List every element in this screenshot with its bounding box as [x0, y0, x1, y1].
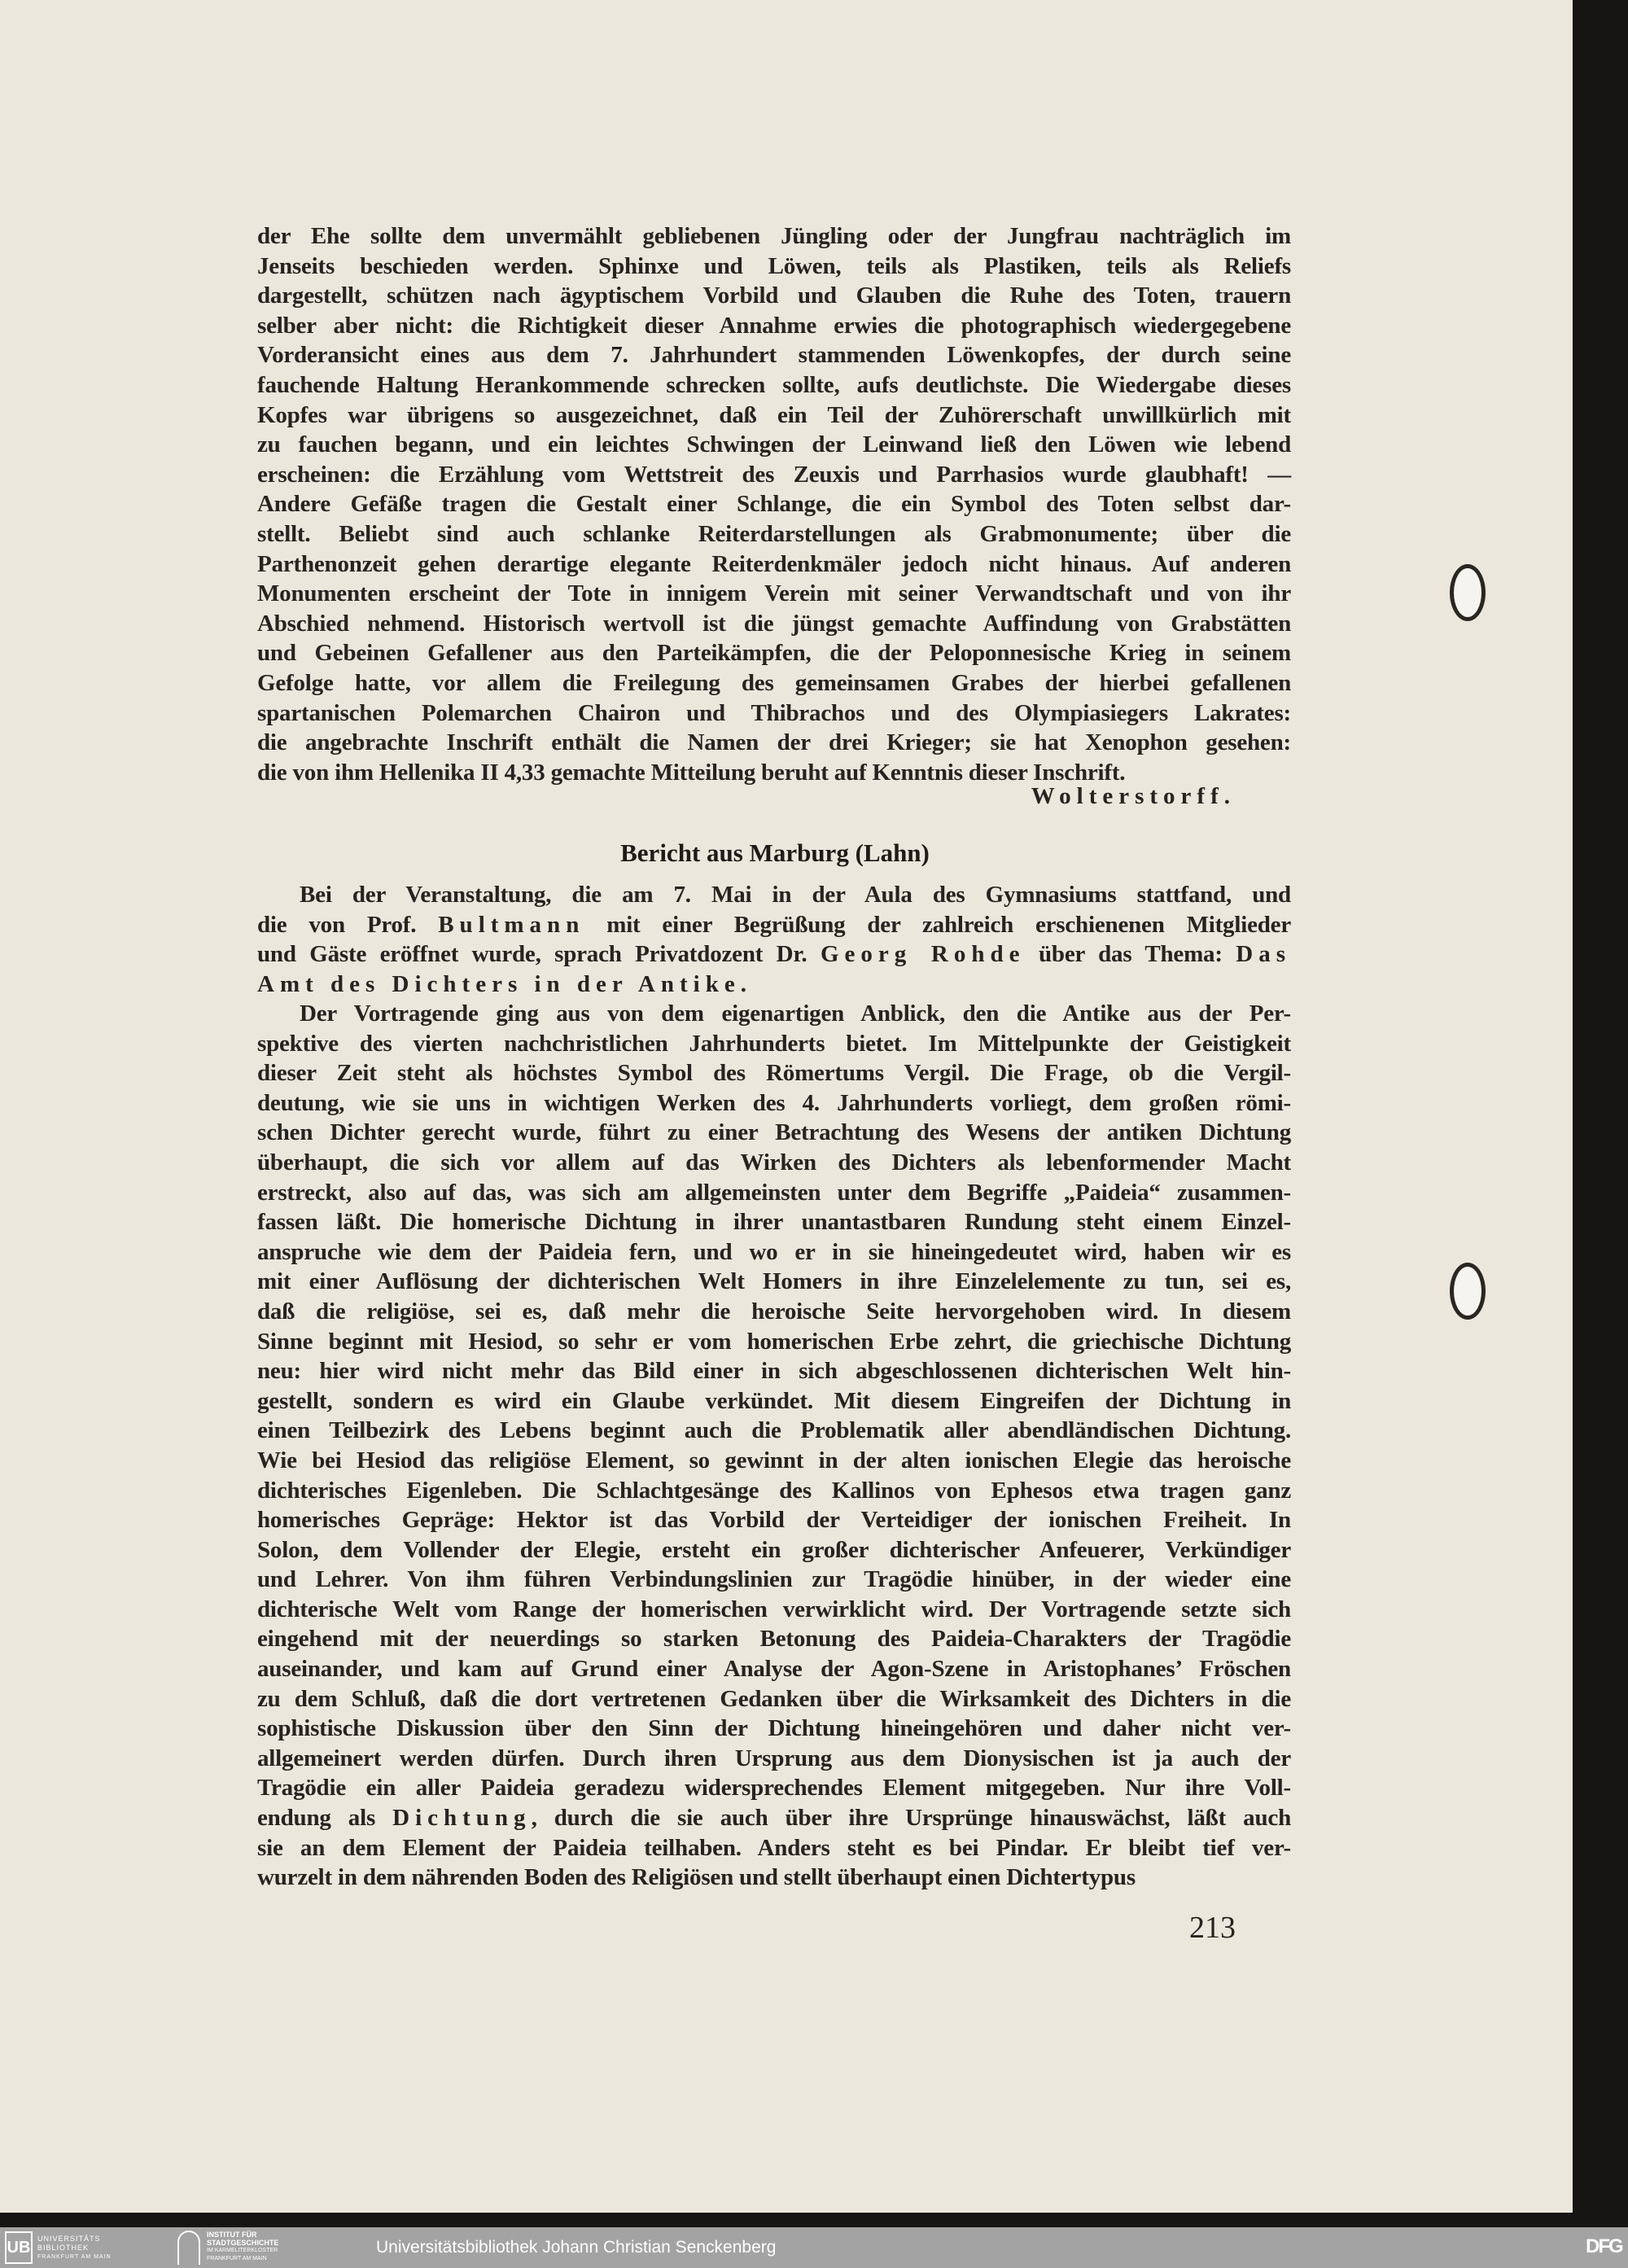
- text-segment: die von Prof.: [257, 911, 439, 938]
- text-segment: und Gäste eröffnet wurde, sprach Privatdozent Dr.: [257, 941, 821, 968]
- text-segment: und Lehrer. Von ihm führen Verbindungslinien zur Tragödie hinüber, in der wieder eine: [257, 1566, 1291, 1593]
- text-segment: über das Thema:: [1025, 941, 1236, 968]
- text-line: [257, 1773, 1291, 1803]
- text-segment: endung als: [257, 1805, 393, 1832]
- text-line: [257, 1088, 1291, 1119]
- text-segment: anspruche wie dem der Paideia fern, und wo er in sie hineingedeutet wird, haben wir es: [257, 1238, 1291, 1265]
- text-line: [257, 1237, 1291, 1268]
- text-line: [257, 1118, 1291, 1148]
- text-line: [257, 1624, 1291, 1654]
- text-line: [257, 1297, 1291, 1327]
- text-line: stellt. Beliebt sind auch schlanke Reiterdarstellungen als Grabmonumente; über die: [257, 520, 1291, 547]
- text-line: [257, 1148, 1291, 1178]
- isg-logo-text: INSTITUT FÜR STADTGESCHICHTE IM KARMELITERKLOSTER FRANKFURT AM MAIN: [207, 2231, 279, 2261]
- text-segment: Tragödie ein aller Paideia geradezu widersprechendes Element mitgegeben. Nur ihre Voll-: [257, 1775, 1291, 1802]
- text-segment: schen Dichter gerecht wurde, führt zu einer Betrachtung des Wesens der antiken Dichtung: [257, 1119, 1291, 1146]
- text-segment: Der Vortragende ging aus von dem eigenartigen Anblick, den die Antike aus der Per-: [300, 1000, 1291, 1027]
- library-name: Universitätsbibliothek Johann Christian Senckenberg: [376, 2238, 777, 2257]
- text-segment: Bei der Veranstaltung, die am 7. Mai in der Aula des Gymnasiums stattfand, und: [300, 882, 1291, 908]
- text-segment: dieser Zeit steht als höchstes Symbol des Römertums Vergil. Die Frage, ob die Vergil-: [257, 1060, 1291, 1087]
- binder-hole: [1450, 1263, 1486, 1320]
- text-line: [257, 1595, 1291, 1625]
- text-segment: daß die religiöse, sei es, daß mehr die heroische Seite hervorgehoben wird. In diesem: [257, 1298, 1291, 1324]
- text-line: zu fauchen begann, und ein leichtes Schwingen der Leinwand ließ den Löwen wie lebend: [257, 431, 1291, 458]
- text-line: [257, 1416, 1291, 1446]
- text-line: spartanischen Polemarchen Chairon und Thibrachos und des Olympiasiegers Lakrates:: [257, 699, 1291, 726]
- text-line: [257, 1058, 1291, 1088]
- text-line: [257, 1744, 1291, 1774]
- text-segment: gestellt, sondern es wird ein Glaube verkündet. Mit diesem Eingreifen der Dichtung in: [257, 1387, 1291, 1414]
- text-segment: Wie bei Hesiod das religiöse Element, so gewinnt in der alten ionischen Elegie das heroische: [257, 1447, 1291, 1473]
- text-line: [257, 1714, 1291, 1744]
- text-line: der Ehe sollte dem unvermählt gebliebenen Jüngling oder der Jungfrau nachträglich im: [257, 223, 1291, 249]
- text-line: [257, 1207, 1291, 1237]
- text-line: [257, 1029, 1291, 1059]
- text-segment: , durch die sie auch über ihre Ursprünge hinauswächst, läßt auch: [531, 1805, 1291, 1832]
- dfg-logo[interactable]: DFG: [1586, 2235, 1622, 2257]
- text-segment: erstreckt, also auf das, was sich am allgemeinsten unter dem Begriffe „Paideia“ zusammen-: [257, 1179, 1291, 1206]
- text-segment: eingehend mit der neuerdings so starken Betonung des Paideia-Charakters der Tragödie: [257, 1626, 1291, 1653]
- text-line: Abschied nehmend. Historisch wertvoll ist die jüngst gemachte Auffindung von Grabstätten: [257, 610, 1291, 637]
- text-line: [257, 1863, 1291, 1893]
- text-line: Jenseits beschieden werden. Sphinxe und Löwen, teils als Plastiken, teils als Reliefs: [257, 252, 1291, 279]
- text-line: [257, 1476, 1291, 1506]
- viewer-footer: [0, 2227, 1628, 2268]
- text-segment: einen Teilbezirk des Lebens beginnt auch die Problematik aller abendländischen Dichtung.: [257, 1417, 1291, 1444]
- paragraph-lecture-summary: [257, 999, 1291, 1893]
- text-line: [257, 1386, 1291, 1416]
- text-segment: allgemeinert werden dürfen. Durch ihren Ursprung aus dem Dionysischen ist ja auch der: [257, 1745, 1291, 1771]
- text-segment: mit einer Begrüßung der zahlreich erschienenen Mitglieder: [584, 911, 1292, 938]
- ub-logo[interactable]: [5, 2231, 112, 2265]
- paragraph-event-intro: [257, 880, 1291, 999]
- isg-logo[interactable]: [177, 2231, 278, 2265]
- text-line: [257, 999, 1291, 1029]
- text-segment: überhaupt, die sich vor allem auf das Wirken des Dichters als lebenformender Macht: [257, 1149, 1291, 1176]
- ub-logo-mark: UB: [5, 2231, 33, 2264]
- text-line: selber aber nicht: die Richtigkeit dieser Annahme erwies die photographisch wiedergegebene: [257, 312, 1291, 339]
- text-segment: homerisches Gepräge: Hektor ist das Vorbild der Verteidiger der ionischen Freiheit. In: [257, 1507, 1291, 1534]
- text-segment: deutung, wie sie uns in wichtigen Werken des 4. Jahrhunderts vorliegt, dem großen römi-: [257, 1089, 1291, 1116]
- spaced-emphasis: Das: [1236, 941, 1292, 968]
- text-line: [257, 939, 1291, 970]
- spaced-emphasis: Bultmann: [438, 911, 585, 938]
- text-segment: fassen läßt. Die homerische Dichtung in ihrer unantastbaren Rundung steht einem Einzel-: [257, 1209, 1291, 1236]
- text-line: [257, 1654, 1291, 1684]
- text-line: [257, 1446, 1291, 1476]
- section-heading: Bericht aus Marburg (Lahn): [620, 838, 930, 867]
- text-line: Kopfes war übrigens so ausgezeichnet, daß ein Teil der Zuhörerschaft unwillkürlich mit: [257, 401, 1291, 428]
- text-segment: zu dem Schluß, daß die dort vertretenen Gedanken über die Wirksamkeit des Dichters in die: [257, 1685, 1291, 1712]
- text-segment: neu: hier wird nicht mehr das Bild einer in sich abgeschlossenen dichterischen Welt hin-: [257, 1358, 1291, 1385]
- text-line: [257, 1178, 1291, 1208]
- text-line: Andere Gefäße tragen die Gestalt einer Schlange, die ein Symbol des Toten selbst dar-: [257, 491, 1291, 518]
- text-line: [257, 1327, 1291, 1357]
- binder-hole: [1450, 564, 1486, 621]
- text-line: fauchende Haltung Herankommende schrecken sollte, aufs deutlichste. Die Wiedergabe dieses: [257, 371, 1291, 398]
- text-line: Parthenonzeit gehen derartige elegante Reiterdenkmäler jedoch nicht hinaus. Auf anderen: [257, 550, 1291, 577]
- text-segment: Sinne beginnt mit Hesiod, so sehr er vom homerischen Erbe zehrt, die griechische Dichtung: [257, 1328, 1291, 1355]
- text-segment: Solon, dem Vollender der Elegie, ersteht ein großer dichterischer Anfeuerer, Verkündiger: [257, 1536, 1291, 1563]
- isg-logo-arch-icon: [177, 2231, 200, 2265]
- text-line: [257, 880, 1291, 910]
- text-line: die angebrachte Inschrift enthält die Namen der drei Krieger; sie hat Xenophon gesehen:: [257, 729, 1291, 756]
- page-number: 213: [1189, 1911, 1236, 1945]
- text-segment: dichterisches Eigenleben. Die Schlachtgesänge des Kallinos von Ephesos etwa tragen ganz: [257, 1477, 1291, 1504]
- text-segment: sie an dem Element der Paideia teilhaben. Anders steht es bei Pindar. Er bleibt tief ver-: [257, 1834, 1291, 1861]
- text-line: Gefolge hatte, vor allem die Freilegung des gemeinsamen Grabes der hierbei gefallenen: [257, 669, 1291, 696]
- spaced-emphasis: Georg Rohde: [820, 941, 1026, 968]
- text-line: Monumenten erscheint der Tote in innigem Verein mit seiner Verwandtschaft und von ihr: [257, 580, 1291, 607]
- spaced-emphasis: Amt des Dichters in der Antike.: [257, 970, 752, 997]
- text-line: Vorderansicht eines aus dem 7. Jahrhundert stammenden Löwenkopfes, der durch seine: [257, 342, 1291, 369]
- text-line: erscheinen: die Erzählung vom Wettstreit des Zeuxis und Parrhasios wurde glaubhaft! —: [257, 461, 1291, 488]
- text-segment: wurzelt in dem nährenden Boden des Religiösen und stellt überhaupt einen Dichtertypus: [257, 1864, 1136, 1891]
- author-signature: Wolterstorff.: [1031, 783, 1236, 809]
- paragraph-burial-monuments: [257, 221, 1291, 787]
- text-segment: spektive des vierten nachchristlichen Jahrhunderts bietet. Im Mittelpunkte der Geistigkeit: [257, 1030, 1291, 1057]
- text-line: [257, 970, 1291, 1000]
- text-line: [257, 1535, 1291, 1565]
- text-line: [257, 910, 1291, 940]
- spaced-emphasis: Dichtung: [392, 1805, 532, 1832]
- text-line: [257, 1356, 1291, 1386]
- text-line: [257, 1267, 1291, 1297]
- text-line: [257, 1833, 1291, 1863]
- text-line: [257, 1684, 1291, 1714]
- text-line: und Gebeinen Gefallener aus den Parteikämpfen, die der Peloponnesische Krieg in seinem: [257, 640, 1291, 667]
- text-segment: auseinander, und kam auf Grund einer Analyse der Agon-Szene in Aristophanes’ Fröschen: [257, 1656, 1291, 1683]
- text-segment: mit einer Auflösung der dichterischen Welt Homers in ihre Einzelelemente zu tun, sei es,: [257, 1268, 1291, 1295]
- text-line: [257, 1565, 1291, 1595]
- text-segment: sophistische Diskussion über den Sinn der Dichtung hineingehören und daher nicht ver-: [257, 1715, 1291, 1742]
- text-segment: dichterische Welt vom Range der homerischen verwirklicht wird. Der Vortragende setzte sich: [257, 1596, 1291, 1622]
- text-line: [257, 1803, 1291, 1833]
- text-line: die von ihm Hellenika II 4,33 gemachte Mitteilung beruht auf Kenntnis dieser Inschrift.: [257, 759, 1126, 786]
- ub-logo-text: UNIVERSITÄTS BIBLIOTHEK FRANKFURT AM MAIN: [37, 2234, 112, 2260]
- text-line: [257, 1505, 1291, 1535]
- text-line: dargestellt, schützen nach ägyptischem Vorbild und Glauben die Ruhe des Toten, trauern: [257, 282, 1291, 309]
